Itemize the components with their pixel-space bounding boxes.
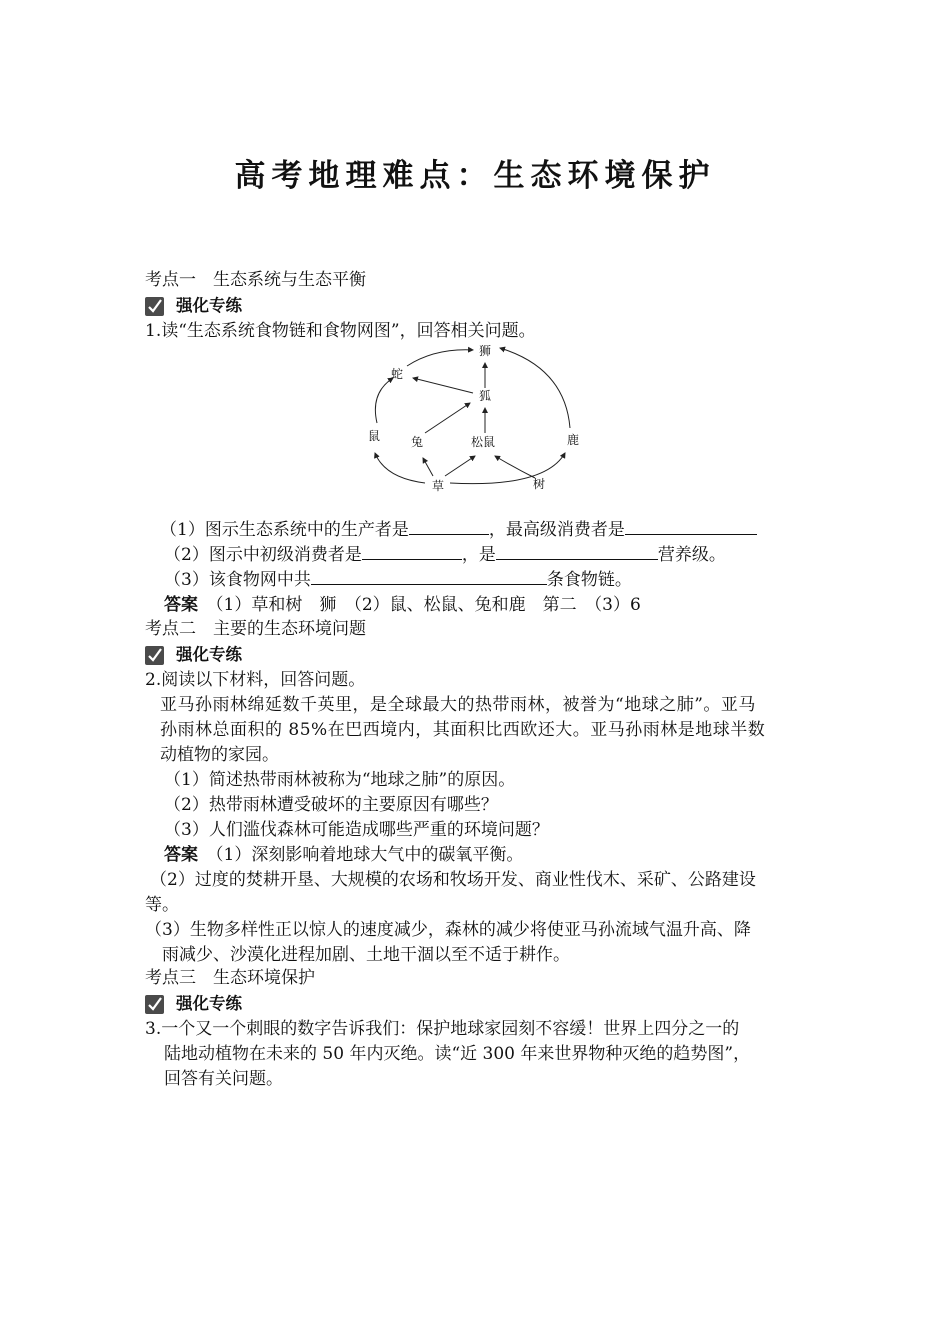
node-squirrel: 松鼠 xyxy=(471,435,496,449)
question-1: 1.读“生态系统食物链和食物网图”，回答相关问题。 xyxy=(145,321,536,341)
node-fox: 狐 xyxy=(479,389,492,403)
sub-question-1-2: （2）图示中初级消费者是 ，是 营养级。 xyxy=(164,545,726,565)
badge-label: 强化专练 xyxy=(176,296,242,315)
node-deer: 鹿 xyxy=(567,433,580,447)
section-heading-1: 考点一 生态系统与生态平衡 xyxy=(145,270,366,290)
question-3-line-3: 回答有关问题。 xyxy=(164,1069,283,1089)
sub-question-2-1: （1）简述热带雨林被称为“地球之肺”的原因。 xyxy=(164,770,516,790)
sub-question-2-2: （2）热带雨林遭受破坏的主要原因有哪些？ xyxy=(164,795,498,815)
checkbox-icon xyxy=(145,297,164,316)
answer-2-2a: （2）过度的焚耕开垦、大规模的农场和牧场开发、商业性伐木、采矿、公路建设 xyxy=(150,870,756,890)
question-2: 2.阅读以下材料，回答问题。 xyxy=(145,670,366,690)
answer-2-3b: 雨减少、沙漠化进程加剧、土地干涸以至不适于耕作。 xyxy=(162,945,570,965)
material-line-3: 动植物的家园。 xyxy=(160,745,279,765)
material-line-1: 亚马孙雨林绵延数千英里，是全球最大的热带雨林，被誉为“地球之肺”。亚马 xyxy=(160,695,756,715)
answer-2-2b: 等。 xyxy=(145,895,179,915)
page-title: 高考地理难点：生态环境保护 xyxy=(234,158,716,194)
answer-2-3a: （3）生物多样性正以惊人的速度减少，森林的减少将使亚马孙流域气温升高、降 xyxy=(145,920,751,940)
node-tree: 树 xyxy=(533,477,546,491)
node-grass: 草 xyxy=(432,479,445,493)
node-rabbit: 兔 xyxy=(411,435,424,449)
sub-question-1-1: （1）图示生态系统中的生产者是 ，最高级消费者是 xyxy=(160,518,757,542)
answer-1: 答案 （1）草和树 狮 （2）鼠、松鼠、兔和鹿 第二 （3）6 xyxy=(164,595,641,615)
material-line-2: 孙雨林总面积的 85%在巴西境内，其面积比西欧还大。亚马孙雨林是地球半数 xyxy=(160,720,766,740)
question-3-line-2: 陆地动植物在未来的 50 年内灭绝。读“近 300 年来世界物种灭绝的趋势图”， xyxy=(164,1044,751,1064)
section-heading-3: 考点三 生态环境保护 xyxy=(145,968,315,988)
badge-label: 强化专练 xyxy=(176,645,242,664)
checkbox-icon xyxy=(145,646,164,665)
sub-question-2-3: （3）人们滥伐森林可能造成哪些严重的环境问题？ xyxy=(164,820,549,840)
checkbox-icon xyxy=(145,995,164,1014)
node-snake: 蛇 xyxy=(391,367,404,381)
food-web-diagram xyxy=(355,338,595,498)
sub-question-1-3: （3）该食物网中共 条食物链。 xyxy=(164,570,632,590)
node-mouse: 鼠 xyxy=(368,429,381,443)
node-lion: 狮 xyxy=(479,344,492,358)
badge-label: 强化专练 xyxy=(176,994,242,1013)
section-heading-2: 考点二 主要的生态环境问题 xyxy=(145,619,366,639)
answer-2-1: 答案 （1）深刻影响着地球大气中的碳氧平衡。 xyxy=(164,845,524,865)
question-3-line-1: 3.一个又一个刺眼的数字告诉我们：保护地球家园刻不容缓！世界上四分之一的 xyxy=(145,1019,740,1039)
